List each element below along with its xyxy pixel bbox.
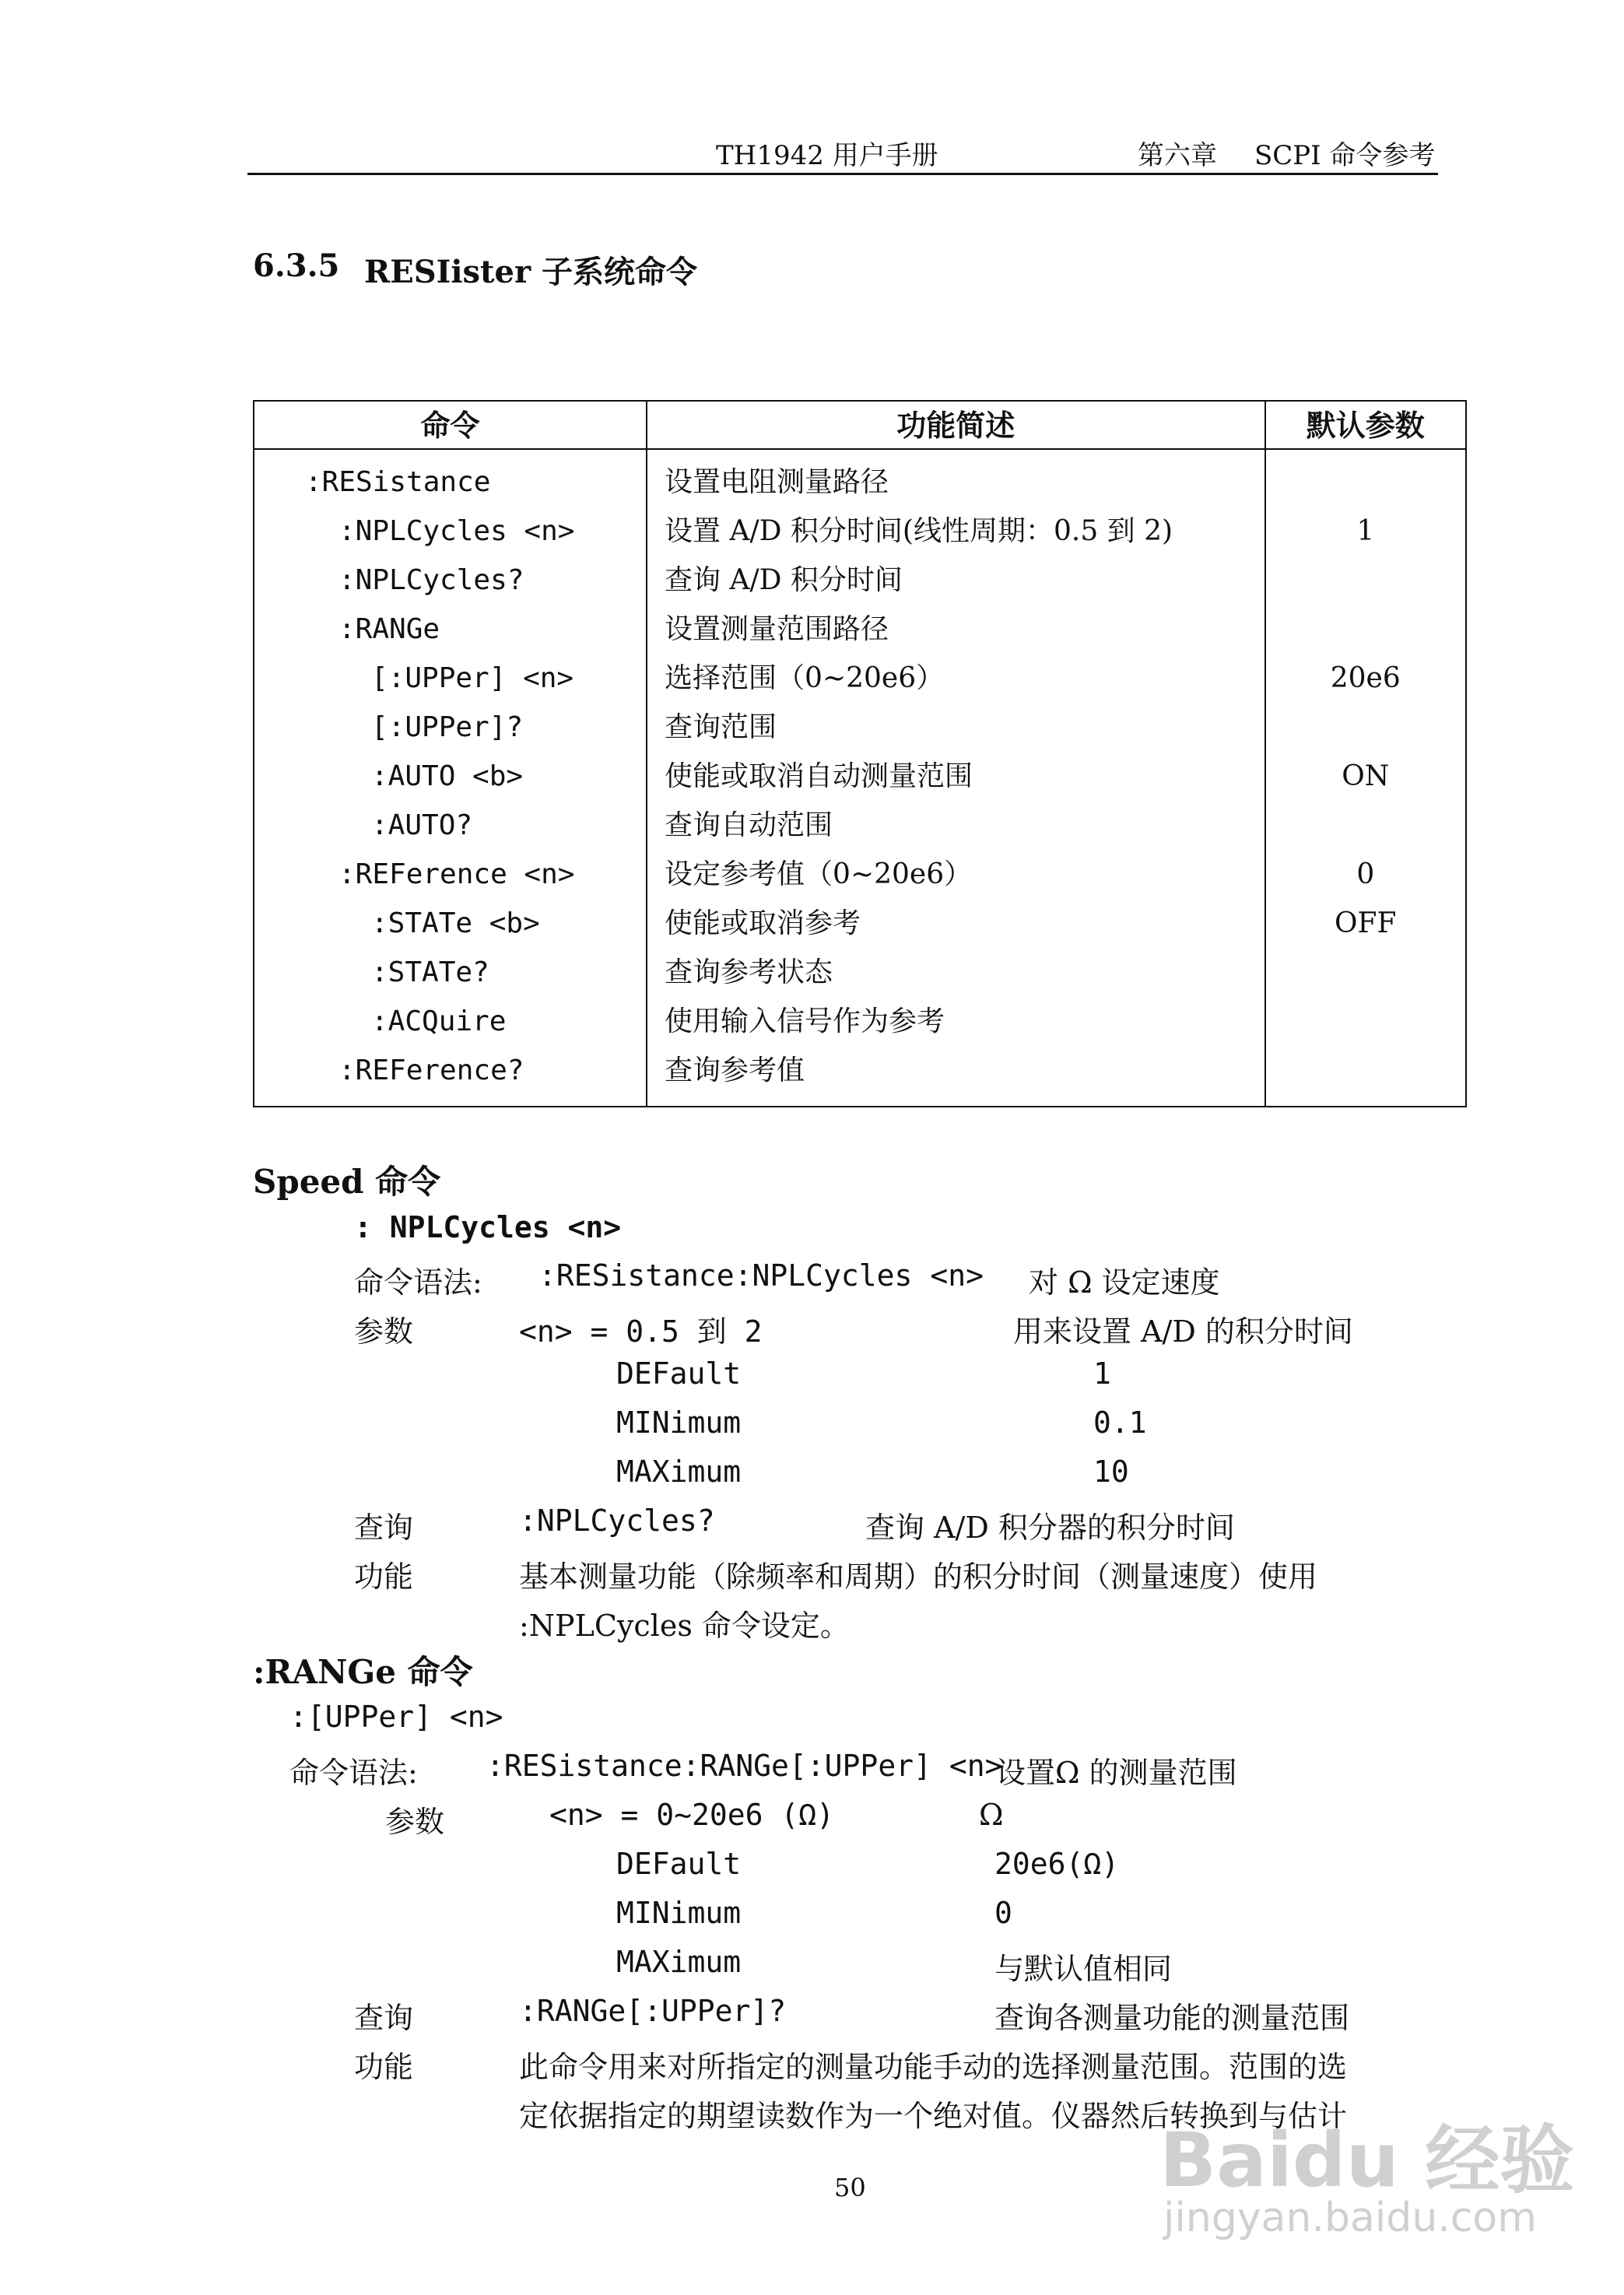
- range-query-label: 查询: [354, 2001, 414, 2035]
- table-header-command: 命令: [254, 401, 647, 449]
- table-cell-default: [1266, 948, 1465, 997]
- table-cell-cmd: :NPLCycles?: [338, 564, 524, 596]
- range-param: <n> = 0~20e6 (Ω): [549, 1798, 835, 1832]
- range-syntax: :RESistance:RANGe[:UPPer] <n>: [486, 1749, 1003, 1783]
- speed-default-key: DEFault: [616, 1356, 742, 1391]
- speed-function-label: 功能: [354, 1560, 414, 1594]
- speed-min-key: MINimum: [616, 1405, 742, 1440]
- range-syntax-note: 设置Ω 的测量范围: [996, 1756, 1237, 1790]
- table-cell-default: [1266, 997, 1465, 1046]
- range-param-note: Ω: [979, 1798, 1004, 1832]
- table-cell-cmd: :RANGe: [338, 613, 440, 645]
- speed-param-note: 用来设置 A/D 的积分时间: [1013, 1314, 1353, 1349]
- table-cell-default: 1: [1356, 515, 1375, 547]
- range-function-text-line2: 定依据指定的期望读数作为一个绝对值。仪器然后转换到与估计: [519, 2099, 1348, 2133]
- speed-function-text-line2: :NPLCycles 命令设定。: [519, 1609, 850, 1643]
- command-column: [254, 449, 647, 1107]
- description-column: [647, 449, 1264, 1107]
- header-chapter-title: SCPI 命令参考: [1254, 140, 1436, 171]
- speed-query-note: 查询 A/D 积分器的积分时间: [865, 1511, 1235, 1545]
- default-column: [1265, 449, 1466, 1107]
- table-cell-desc: 设置电阻测量路径: [665, 466, 889, 498]
- speed-syntax: :RESistance:NPLCycles <n>: [538, 1258, 984, 1293]
- table-cell-desc: 设定参考值（0~20e6）: [665, 858, 973, 890]
- table-header-description: 功能简述: [647, 401, 1264, 449]
- table-cell-default: OFF: [1335, 907, 1397, 939]
- table-cell-default: 20e6: [1330, 662, 1401, 694]
- table-cell-desc: 查询 A/D 积分时间: [665, 564, 903, 596]
- header-chapter: 第六章: [1138, 140, 1217, 171]
- speed-max-value: 10: [1093, 1455, 1129, 1489]
- range-param-label: 参数: [385, 1805, 445, 1839]
- range-default-value: 20e6(Ω): [994, 1847, 1120, 1881]
- speed-query: :NPLCycles?: [519, 1504, 715, 1538]
- table-cell-default: [1266, 605, 1465, 654]
- table-cell-desc: 使能或取消自动测量范围: [665, 760, 973, 792]
- range-syntax-label: 命令语法:: [289, 1756, 418, 1790]
- header-rule: [247, 173, 1438, 175]
- range-function-label: 功能: [354, 2050, 414, 2084]
- speed-syntax-label: 命令语法:: [354, 1265, 482, 1300]
- table-cell-desc: 选择范围（0~20e6）: [665, 662, 945, 694]
- speed-function-text-line1: 基本测量功能（除频率和周期）的积分时间（测量速度）使用: [519, 1560, 1318, 1594]
- table-cell-cmd: :ACQuire: [371, 1005, 507, 1037]
- speed-param: <n> = 0.5 到 2: [519, 1314, 763, 1349]
- header-manual-title: TH1942 用户手册: [716, 140, 938, 171]
- command-table: [253, 400, 1467, 1107]
- table-cell-cmd: :STATe?: [371, 956, 489, 988]
- table-cell-cmd: [:UPPer]?: [371, 711, 524, 743]
- table-cell-desc: 查询参考状态: [665, 956, 833, 988]
- table-cell-desc: 查询参考值: [665, 1055, 805, 1086]
- speed-min-value: 0.1: [1093, 1405, 1147, 1440]
- table-cell-cmd: :RESistance: [305, 466, 491, 498]
- table-cell-desc: 查询范围: [665, 711, 777, 743]
- table-cell-cmd: :AUTO?: [371, 809, 473, 841]
- section-number: 6.3.5: [253, 247, 340, 284]
- table-cell-cmd: :AUTO <b>: [371, 760, 524, 792]
- table-cell-default: [1266, 1046, 1465, 1095]
- speed-query-label: 查询: [354, 1511, 414, 1545]
- speed-syntax-note: 对 Ω 设定速度: [1029, 1265, 1220, 1300]
- range-min-value: 0: [994, 1896, 1012, 1930]
- section-title: RESIister 子系统命令: [364, 254, 697, 290]
- table-cell-cmd: :REFerence <n>: [338, 858, 575, 890]
- speed-heading: Speed 命令: [253, 1163, 441, 1201]
- range-subheading: :[UPPer] <n>: [289, 1700, 503, 1734]
- table-cell-default: 0: [1356, 858, 1375, 890]
- table-cell-desc: 设置测量范围路径: [665, 613, 889, 645]
- range-max-value: 与默认值相同: [994, 1952, 1173, 1986]
- table-cell-desc: 设置 A/D 积分时间(线性周期：0.5 到 2): [665, 515, 1173, 547]
- table-cell-desc: 查询自动范围: [665, 809, 833, 841]
- range-query: :RANGe[:UPPer]?: [519, 1994, 787, 2028]
- table-header-row: [254, 401, 1466, 449]
- table-body-row: [254, 449, 1466, 1107]
- table-cell-desc: 使能或取消参考: [665, 907, 861, 939]
- table-header-default: 默认参数: [1265, 401, 1466, 449]
- page-number: 50: [834, 2173, 866, 2202]
- table-cell-cmd: [:UPPer] <n>: [371, 662, 574, 694]
- table-cell-default: ON: [1342, 760, 1390, 792]
- speed-param-label: 参数: [354, 1314, 414, 1349]
- speed-default-value: 1: [1093, 1356, 1111, 1391]
- range-min-key: MINimum: [616, 1896, 742, 1930]
- speed-subheading: : NPLCycles <n>: [354, 1210, 622, 1244]
- table-cell-default: [1266, 801, 1465, 850]
- table-cell-default: [1266, 556, 1465, 605]
- table-cell-cmd: :STATe <b>: [371, 907, 540, 939]
- range-default-key: DEFault: [616, 1847, 742, 1881]
- range-query-note: 查询各测量功能的测量范围: [994, 2001, 1350, 2035]
- range-max-key: MAXimum: [616, 1945, 742, 1979]
- range-heading: :RANGe 命令: [253, 1653, 473, 1691]
- watermark-url: jingyan.baidu.com: [1163, 2195, 1537, 2241]
- range-function-text-line1: 此命令用来对所指定的测量功能手动的选择测量范围。范围的选: [519, 2050, 1348, 2084]
- table-cell-default: [1266, 458, 1465, 507]
- table-cell-desc: 使用输入信号作为参考: [665, 1005, 945, 1037]
- table-cell-default: [1266, 703, 1465, 752]
- table-cell-cmd: :REFerence?: [338, 1055, 524, 1086]
- watermark-brand: Baidu 经验: [1159, 2117, 1575, 2204]
- table-cell-cmd: :NPLCycles <n>: [338, 515, 575, 547]
- speed-max-key: MAXimum: [616, 1455, 742, 1489]
